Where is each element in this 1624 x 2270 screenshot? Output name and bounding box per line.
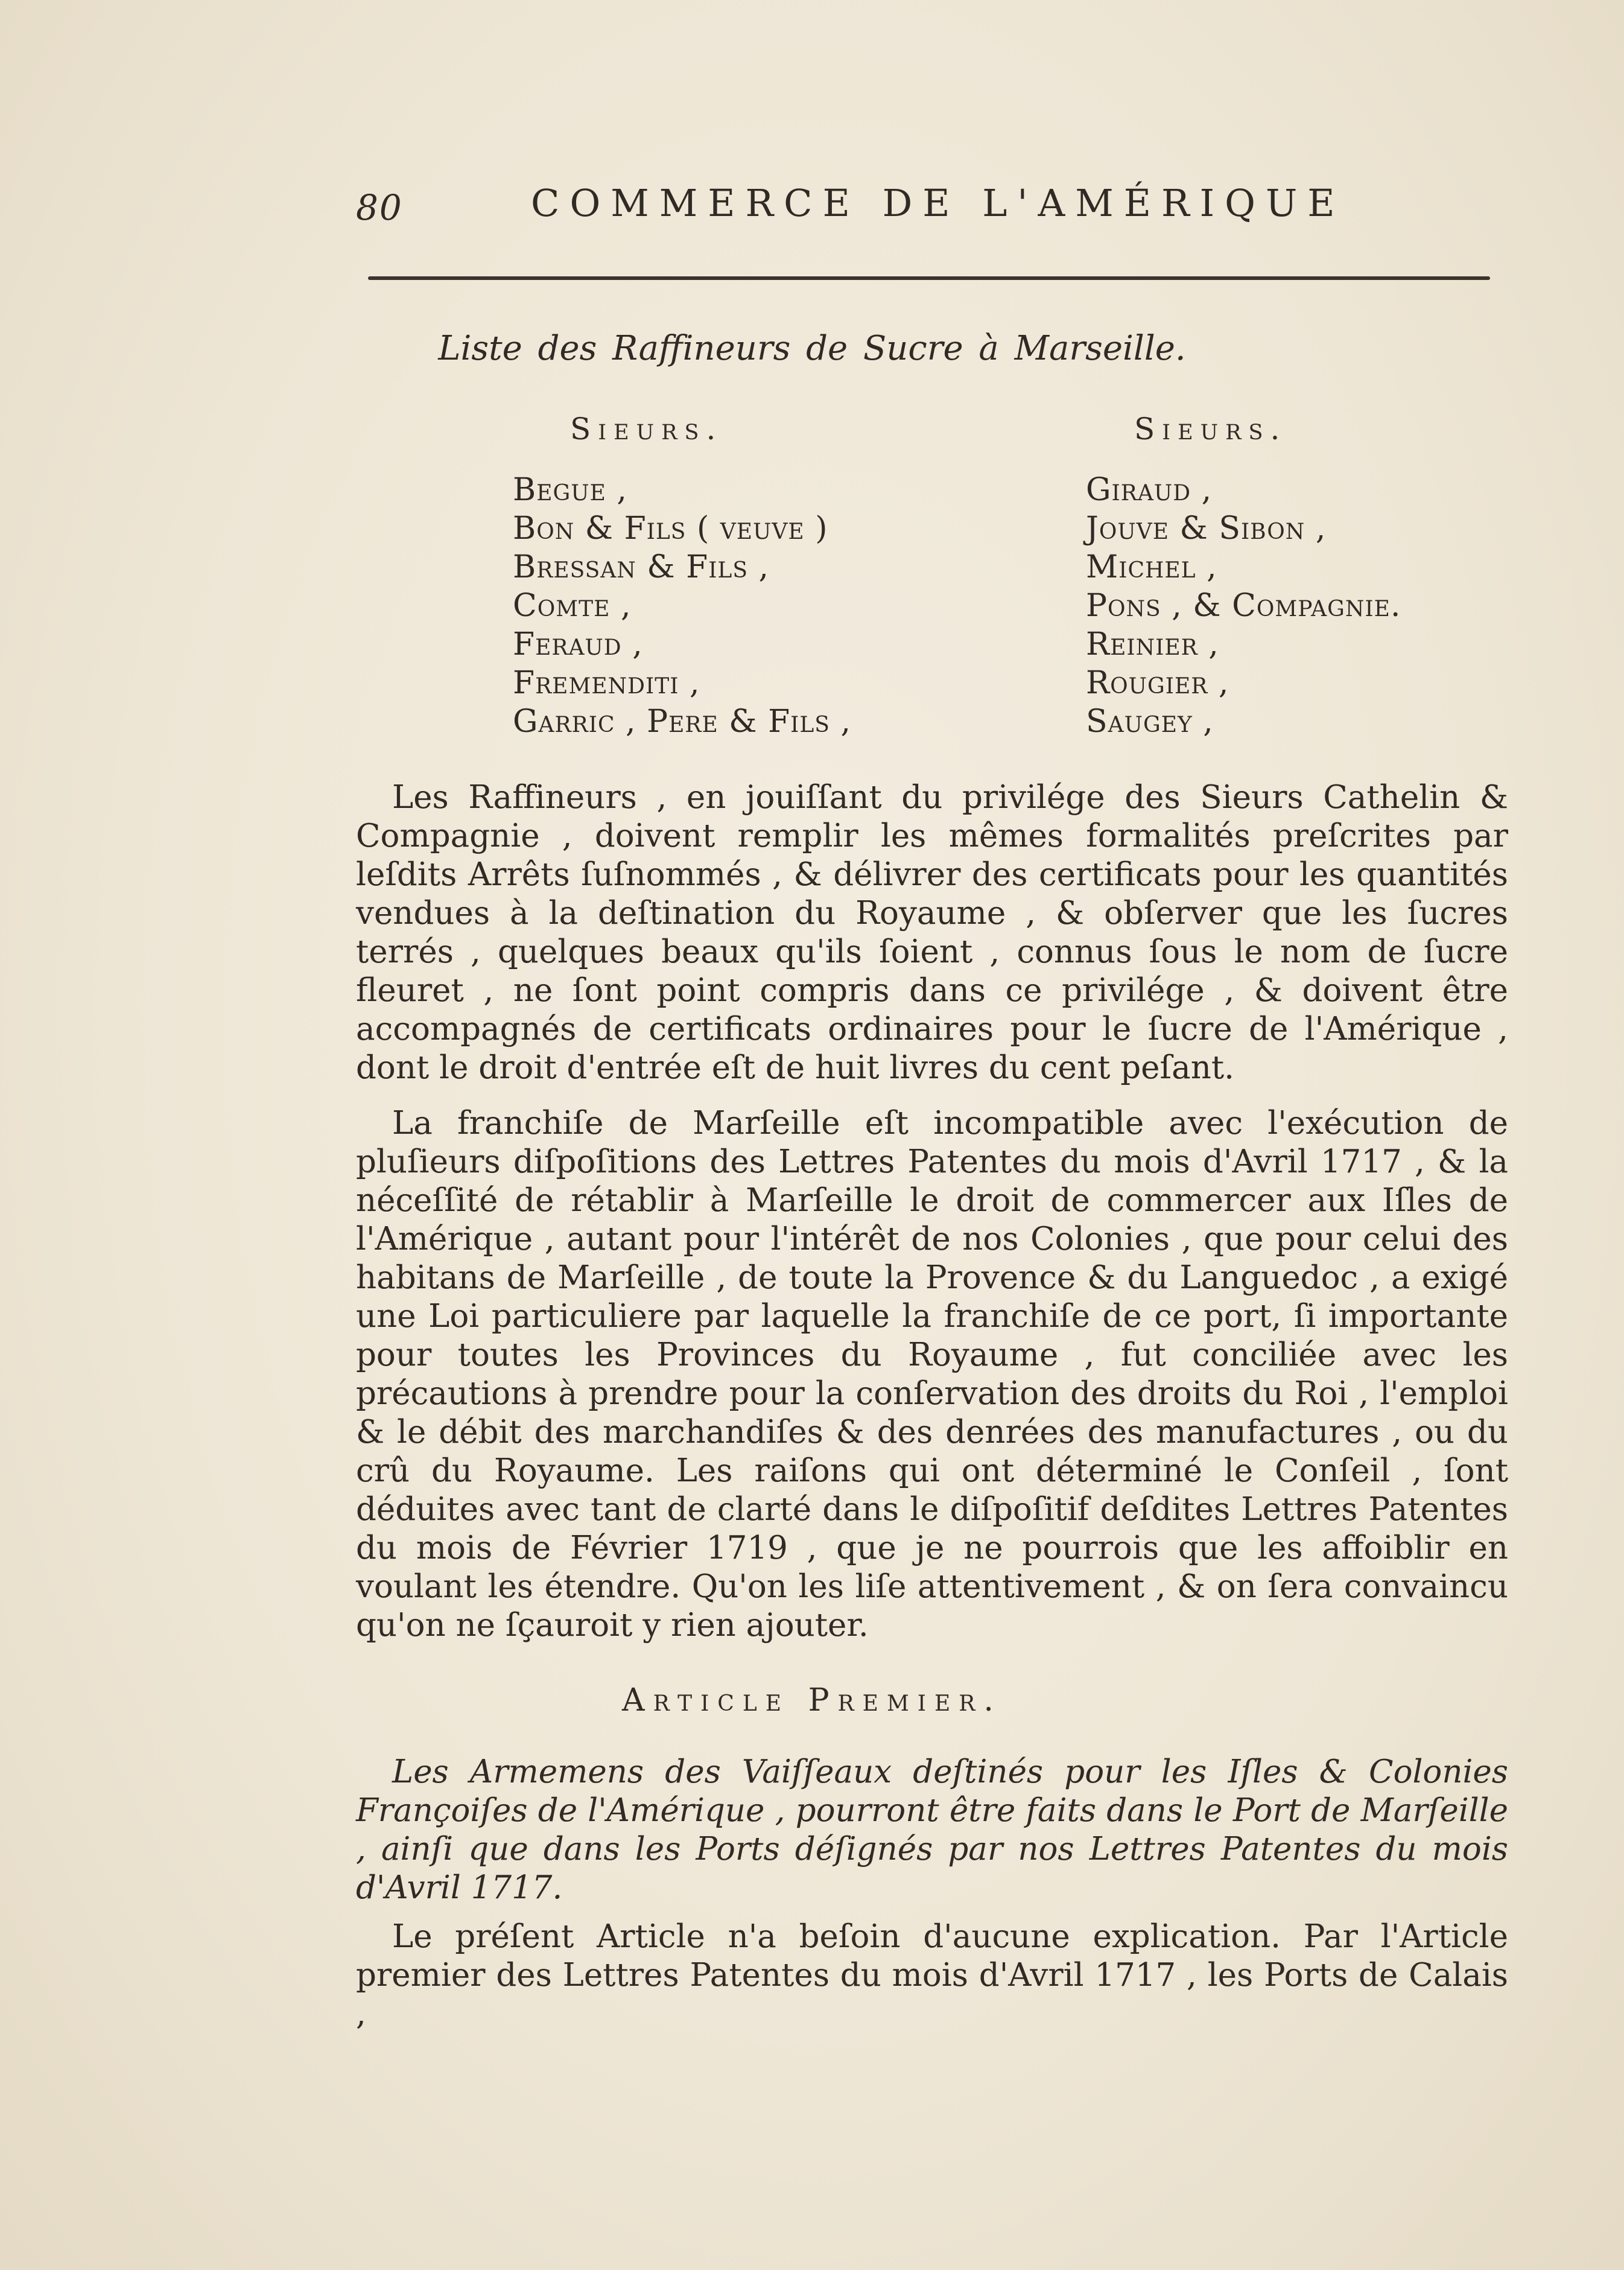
header-rule <box>368 276 1490 280</box>
list-item: Reinier , <box>1086 626 1219 663</box>
list-item: Giraud , <box>1086 472 1213 508</box>
right-column-heading: Sieurs. <box>1134 412 1287 447</box>
list-item: Fremenditi , <box>513 665 700 701</box>
list-item: Saugey , <box>1086 704 1214 740</box>
list-item: Jouve & Sibon , <box>1086 510 1327 547</box>
left-refiner-list <box>513 471 851 741</box>
list-item: Bon & Fils ( veuve ) <box>513 510 828 547</box>
list-item: Rougier , <box>1086 665 1229 701</box>
paragraph-raffineurs: Les Raffineurs , en jouiſſant du privilége des Sieurs Cathelin & Compagnie , doivent remplir les mêmes formalités preſcrites par leſdits Arrêts ſuſnommés , & délivrer des certificats pour les quantités vendues à la deſtination du Royaume , & obſerver que les ſucres terrés , quelques beaux qu'ils ſoient , connus ſous le nom de ſucre fleuret , ne ſont point compris dans ce privilége , & doivent être accompagnés de certificats ordinaires pour le ſucre de l'Amérique , dont le droit d'entrée eſt de huit livres du cent peſant. <box>356 779 1508 1086</box>
article-text: Les Armemens des Vaiſſeaux deſtinés pour les Iſles & Colonies Françoiſes de l'Amérique , pourront être faits dans le Port de Marſeille , ainſi que dans les Ports déſignés par nos Lettres Patentes du mois d'Avril 1717. <box>356 1753 1508 1906</box>
list-item: Feraud , <box>513 626 643 663</box>
list-item: Begue , <box>513 472 627 508</box>
article-heading: Article Premier. <box>622 1682 1002 1718</box>
list-title: Liste des Raffineurs de Sucre à Marseille. <box>438 329 1186 368</box>
left-column-heading: Sieurs. <box>570 412 723 447</box>
page-number: 80 <box>356 187 403 228</box>
right-refiner-list <box>1086 471 1401 741</box>
list-item: Comte , <box>513 588 632 624</box>
list-item: Michel , <box>1086 549 1217 585</box>
paragraph-franchise: La franchiſe de Marſeille eſt incompatible avec l'exécution de pluſieurs diſpoſitions des Lettres Patentes du mois d'Avril 1717 , & la néceſſité de rétablir à Marſeille le droit de commercer aux Iſles de l'Amérique , autant pour l'intérêt de nos Colonies , que pour celui des habitans de Marſeille , de toute la Provence & du Languedoc , a exigé une Loi particuliere par laquelle la franchiſe de ce port, ſi importante pour toutes les Provinces du Royaume , fut conciliée avec les précautions à prendre pour la conſervation des droits du Roi , l'emploi & le débit des marchandiſes & des denrées des manufactures , ou du crû du Royaume. Les raiſons qui ont déterminé le Conſeil , ſont déduites avec tant de clarté dans le diſpoſitif deſdites Lettres Patentes du mois de Février 1719 , que je ne pourrois que les affoiblir en voulant les étendre. Qu'on les liſe attentivement , & on ſera convaincu qu'on ne ſçauroit y rien ajouter. <box>356 1105 1508 1644</box>
list-item: Garric , Pere & Fils , <box>513 704 852 740</box>
running-title: COMMERCE DE L'AMÉRIQUE <box>531 181 1345 225</box>
list-item: Bressan & Fils , <box>513 549 770 585</box>
list-item: Pons , & Compagnie. <box>1086 588 1401 624</box>
paragraph-explication: Le préſent Article n'a beſoin d'aucune explication. Par l'Article premier des Lettres Patentes du mois d'Avril 1717 , les Ports de Calais , <box>356 1918 1508 2032</box>
